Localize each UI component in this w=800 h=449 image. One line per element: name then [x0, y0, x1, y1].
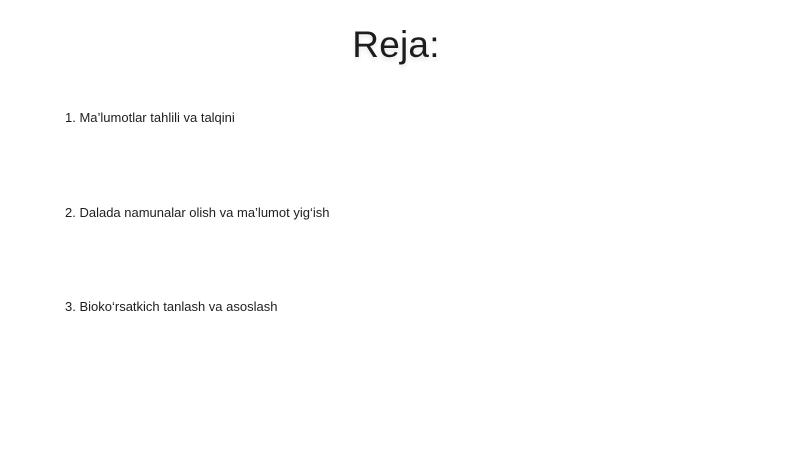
plan-item-1: 1. Ma’lumotlar tahlili va talqini	[65, 110, 235, 125]
plan-item-3: 3. Bioko‘rsatkich tanlash va asoslash	[65, 299, 278, 314]
slide-title: Reja:	[352, 24, 440, 65]
plan-item-2: 2. Dalada namunalar olish va ma’lumot yig‘ish	[65, 205, 330, 220]
